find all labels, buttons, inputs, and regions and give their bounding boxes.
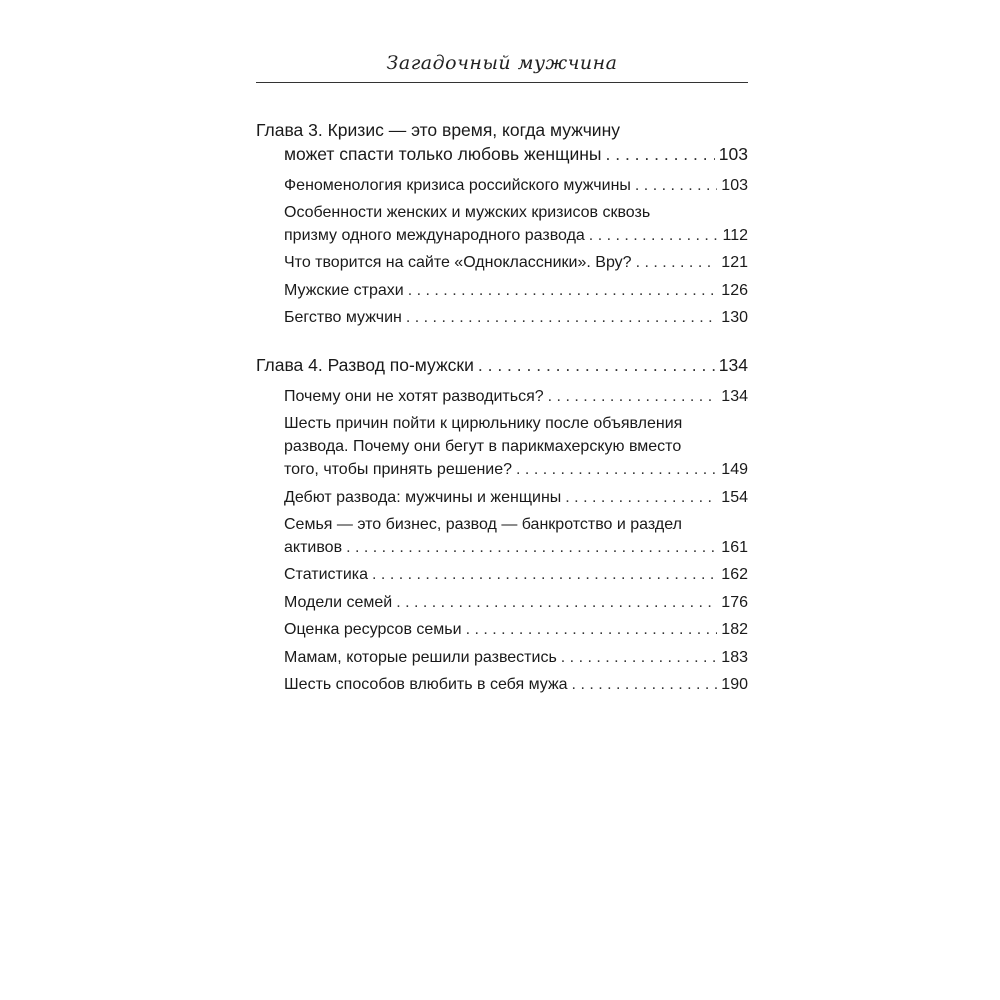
entry-title: развода. Почему они бегут в парикмахерскую вместо	[284, 438, 682, 455]
page-number: 112	[722, 227, 748, 244]
entry-title: Особенности женских и мужских кризисов сквозь	[284, 204, 651, 221]
page-number: 130	[721, 309, 748, 326]
entry-title: Бегство мужчин	[284, 309, 402, 326]
page-number: 149	[721, 461, 748, 478]
entry-title: Модели семей	[284, 594, 393, 611]
chapter-title-text: Глава 4. Развод по-мужски	[256, 355, 474, 375]
entry-title: того, чтобы принять решение?	[284, 461, 513, 478]
toc-entry[interactable]	[284, 306, 748, 330]
entry-title: Мамам, которые решили развестись	[284, 649, 557, 666]
entry-title: Оценка ресурсов семьи	[284, 621, 462, 638]
page-number: 126	[721, 282, 748, 299]
page-number: 134	[721, 388, 748, 405]
entry-title: Шесть способов влюбить в себя мужа	[284, 676, 568, 693]
toc-entry[interactable]	[284, 673, 748, 697]
toc-entry-line-1	[284, 513, 748, 537]
toc-entry-line-1	[284, 412, 748, 436]
page-number: 134	[718, 355, 748, 375]
leader-dots	[635, 174, 717, 198]
entry-title: активов	[284, 539, 343, 556]
chapter-title-text: Глава 3. Кризис — это время, когда мужчину	[256, 120, 620, 140]
chapter-title-text: может спасти только любовь женщины	[284, 144, 602, 164]
page-number: 162	[721, 566, 748, 583]
toc-entry[interactable]	[284, 563, 748, 587]
toc-entry[interactable]	[284, 536, 748, 560]
leader-dots	[372, 563, 717, 587]
entry-title: Дебют развода: мужчины и женщины	[284, 489, 562, 506]
table-of-contents	[256, 0, 748, 1000]
page-number: 183	[721, 649, 748, 666]
running-head: Загадочный мужчина	[386, 52, 618, 74]
entry-title: Шесть причин пойти к цирюльнику после объявления	[284, 415, 683, 432]
leader-dots	[406, 306, 717, 330]
leader-dots	[516, 458, 717, 482]
toc-entry[interactable]	[284, 251, 748, 275]
toc-entry[interactable]	[284, 646, 748, 670]
entry-title: Мужские страхи	[284, 282, 404, 299]
toc-entry-line-1	[284, 201, 748, 225]
page-number: 176	[721, 594, 748, 611]
leader-dots	[606, 142, 715, 166]
page-number: 154	[721, 489, 748, 506]
entry-title: Статистика	[284, 566, 369, 583]
toc-entry[interactable]	[284, 174, 748, 198]
toc-entry[interactable]	[284, 458, 748, 482]
page-number: 190	[721, 676, 748, 693]
leader-dots	[346, 536, 717, 560]
toc-entry[interactable]	[284, 385, 748, 409]
page-number: 182	[721, 621, 748, 638]
page-number: 103	[721, 177, 748, 194]
toc-entry[interactable]	[284, 224, 748, 248]
leader-dots	[408, 279, 718, 303]
page-number: 103	[718, 144, 748, 164]
page-number: 121	[721, 254, 748, 271]
chapter-4-entry[interactable]	[256, 353, 748, 377]
leader-dots	[636, 251, 718, 275]
leader-dots	[561, 646, 718, 670]
toc-entry[interactable]	[284, 279, 748, 303]
leader-dots	[565, 486, 717, 510]
toc-entry[interactable]	[284, 618, 748, 642]
entry-title: Почему они не хотят разводиться?	[284, 388, 544, 405]
leader-dots	[466, 618, 718, 642]
entry-title: Что творится на сайте «Одноклассники». Вру?	[284, 254, 632, 271]
page-number: 161	[721, 539, 748, 556]
entry-title: Феноменология кризиса российского мужчины	[284, 177, 631, 194]
leader-dots	[572, 673, 718, 697]
entry-title: Семья — это бизнес, развод — банкротство и раздел	[284, 516, 682, 533]
leader-dots	[548, 385, 718, 409]
entry-title: призму одного международного развода	[284, 227, 585, 244]
chapter-3-entry[interactable]	[284, 142, 748, 166]
leader-dots	[478, 353, 715, 377]
chapter-3-title-line-1	[256, 118, 748, 142]
leader-dots	[589, 224, 719, 248]
leader-dots	[396, 591, 717, 615]
toc-entry-line-2	[284, 435, 748, 459]
toc-entry[interactable]	[284, 486, 748, 510]
toc-entry[interactable]	[284, 591, 748, 615]
